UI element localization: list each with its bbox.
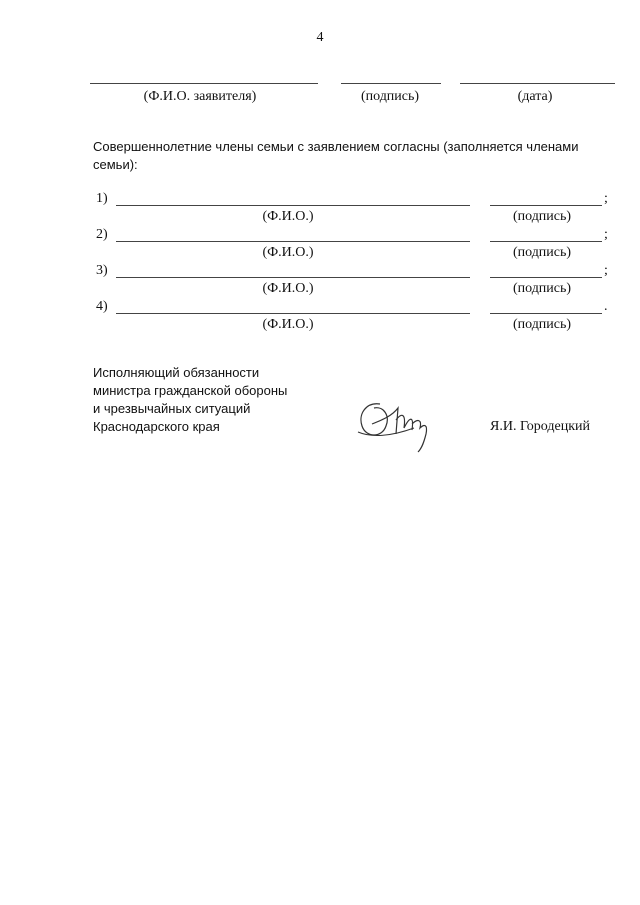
signatory-title-line: и чрезвычайных ситуаций bbox=[93, 401, 251, 416]
applicant-date-label: (дата) bbox=[517, 89, 553, 104]
applicant-name-line bbox=[90, 83, 318, 84]
member-row-end: . bbox=[604, 299, 608, 314]
member-signature-line bbox=[490, 241, 602, 242]
member-name-label: (Ф.И.О.) bbox=[262, 281, 314, 296]
signatory-name: Я.И. Городецкий bbox=[490, 419, 591, 434]
member-signature-line bbox=[490, 277, 602, 278]
member-row-end: ; bbox=[604, 263, 608, 278]
signatory-title-line: Краснодарского края bbox=[93, 419, 220, 434]
family-member-row bbox=[0, 224, 640, 260]
member-name-line bbox=[116, 205, 470, 206]
member-signature-label: (подпись) bbox=[512, 245, 572, 260]
signatory-title-line: министра гражданской обороны bbox=[93, 383, 288, 398]
member-name-line bbox=[116, 313, 470, 314]
member-signature-label: (подпись) bbox=[512, 317, 572, 332]
member-number: 1) bbox=[96, 191, 108, 206]
member-signature-line bbox=[490, 313, 602, 314]
member-signature-label: (подпись) bbox=[512, 209, 572, 224]
member-number: 4) bbox=[96, 299, 108, 314]
family-member-row bbox=[0, 296, 640, 332]
applicant-signature-label: (подпись) bbox=[360, 89, 420, 104]
member-number: 3) bbox=[96, 263, 108, 278]
member-name-label: (Ф.И.О.) bbox=[262, 209, 314, 224]
member-name-line bbox=[116, 277, 470, 278]
signatory-title bbox=[93, 364, 287, 436]
member-row-end: ; bbox=[604, 227, 608, 242]
member-name-line bbox=[116, 241, 470, 242]
consent-paragraph: Совершеннолетние члены семьи с заявлением согласны (заполняется членами семьи): bbox=[93, 139, 579, 172]
member-number: 2) bbox=[96, 227, 108, 242]
applicant-signature-line bbox=[341, 83, 441, 84]
member-name-label: (Ф.И.О.) bbox=[262, 317, 314, 332]
family-member-row bbox=[0, 260, 640, 296]
page-number: 4 bbox=[316, 30, 324, 45]
applicant-date-line bbox=[460, 83, 615, 84]
member-row-end: ; bbox=[604, 191, 608, 206]
member-name-label: (Ф.И.О.) bbox=[262, 245, 314, 260]
applicant-name-label: (Ф.И.О. заявителя) bbox=[143, 89, 257, 104]
handwritten-signature bbox=[352, 394, 442, 456]
member-signature-label: (подпись) bbox=[512, 281, 572, 296]
member-signature-line bbox=[490, 205, 602, 206]
family-member-row bbox=[0, 188, 640, 224]
signatory-title-line: Исполняющий обязанности bbox=[93, 365, 260, 380]
